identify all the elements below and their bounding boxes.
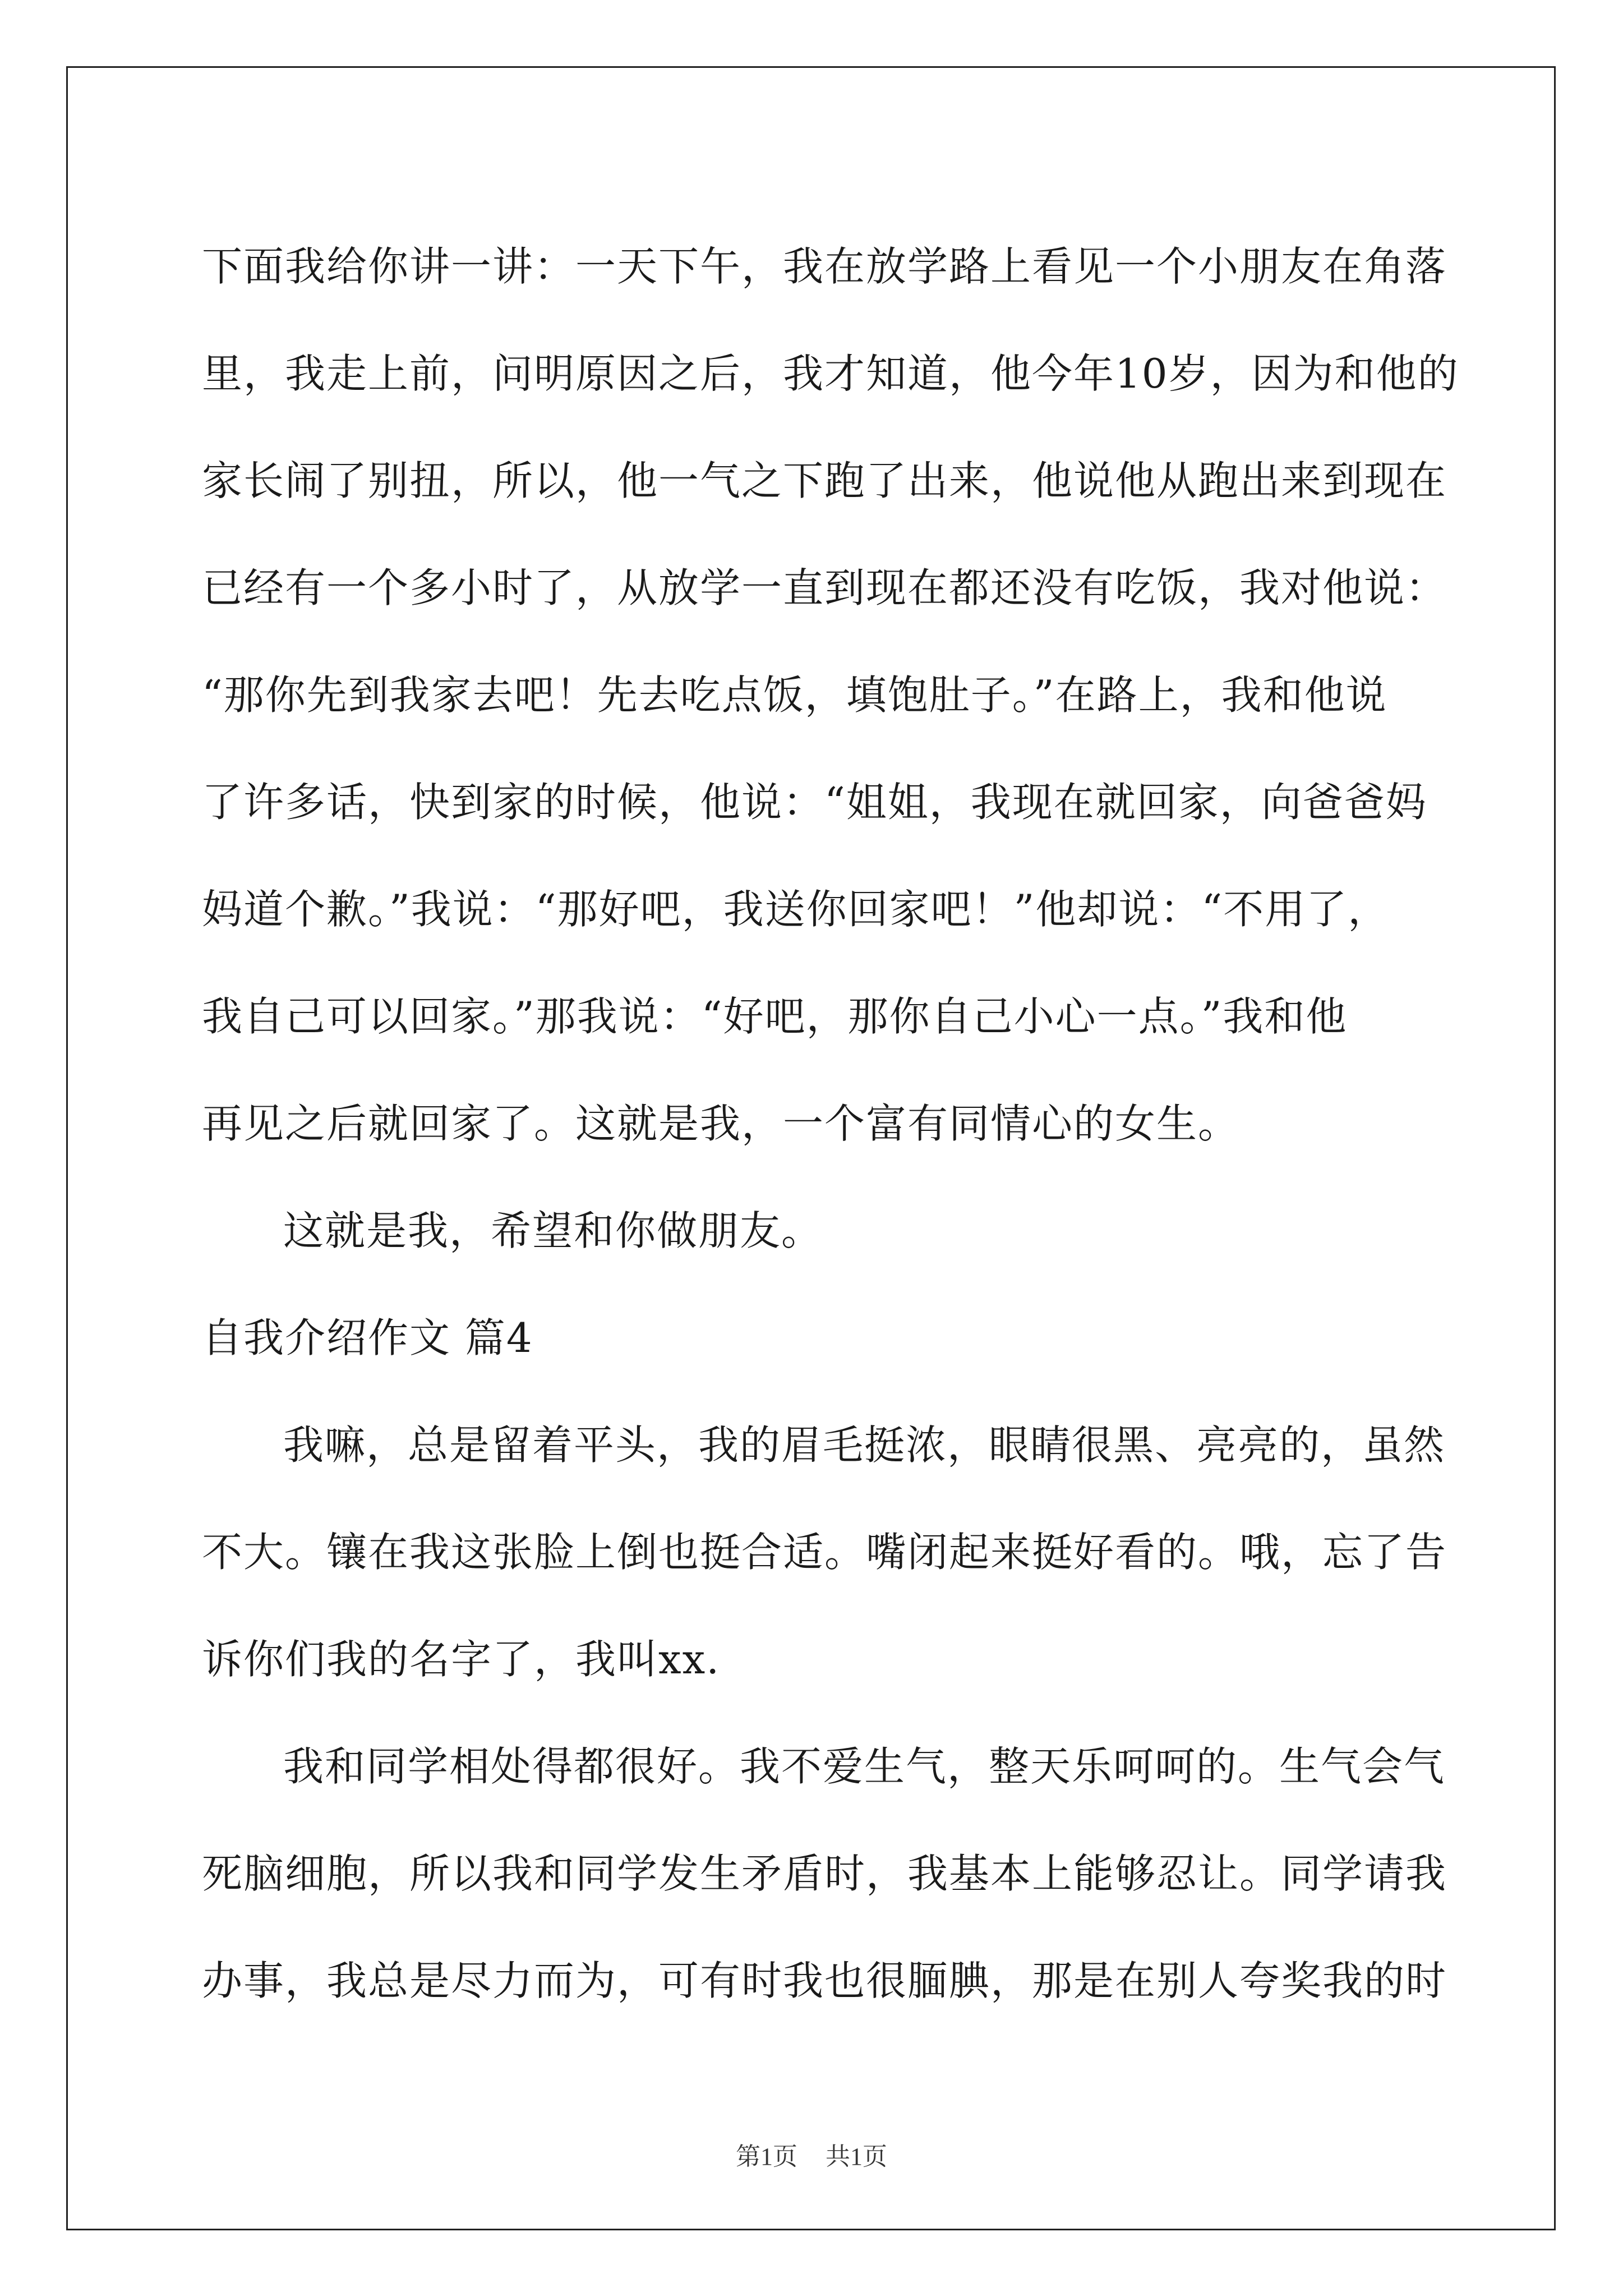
text-line: 了许多话，快到家的时候，他说：“姐姐，我现在就回家，向爸爸妈 <box>202 779 1427 826</box>
text-line: 妈道个歉。”我说：“那好吧，我送你回家吧！”他却说：“不用了， <box>202 886 1390 933</box>
paragraph-first-line: 我嘛，总是留着平头，我的眉毛挺浓，眼睛很黑、亮亮的，虽然 <box>283 1421 1446 1469</box>
text-line: 里，我走上前，问明原因之后，我才知道，他今年10岁，因为和他的 <box>202 350 1459 397</box>
text-line: 已经有一个多小时了，从放学一直到现在都还没有吃饭，我对他说： <box>202 564 1447 611</box>
page-number-current: 第1页 <box>736 2143 797 2170</box>
text-line: 再见之后就回家了。这就是我，一个富有同情心的女生。 <box>202 1100 1240 1147</box>
text-line: 不大。镶在我这张脸上倒也挺合适。嘴闭起来挺好看的。哦，忘了告 <box>202 1529 1447 1576</box>
closing-line: 这就是我，希望和你做朋友。 <box>283 1207 823 1254</box>
text-line: 家长闹了别扭，所以，他一气之下跑了出来，他说他从跑出来到现在 <box>202 457 1447 504</box>
text-line: 死脑细胞，所以我和同学发生矛盾时，我基本上能够忍让。同学请我 <box>202 1850 1447 1897</box>
paragraph-first-line: 我和同学相处得都很好。我不爱生气，整天乐呵呵的。生气会气 <box>283 1743 1446 1790</box>
page-footer <box>0 2136 1623 2172</box>
text-line: 下面我给你讲一讲：一天下午，我在放学路上看见一个小朋友在角落 <box>202 243 1447 290</box>
section-heading: 自我介绍作文 篇4 <box>202 1314 533 1361</box>
text-line: 我自己可以回家。”那我说：“好吧，那你自己小心一点。”我和他 <box>202 993 1348 1040</box>
text-line: 诉你们我的名字了，我叫xx. <box>202 1636 721 1683</box>
text-line: “那你先到我家去吧！先去吃点饭，填饱肚子。”在路上，我和他说 <box>202 671 1387 719</box>
page-number-total: 共1页 <box>826 2143 887 2170</box>
text-line: 办事，我总是尽力而为，可有时我也很腼腆，那是在别人夸奖我的时 <box>202 1957 1447 2004</box>
document-body <box>202 213 1458 2035</box>
